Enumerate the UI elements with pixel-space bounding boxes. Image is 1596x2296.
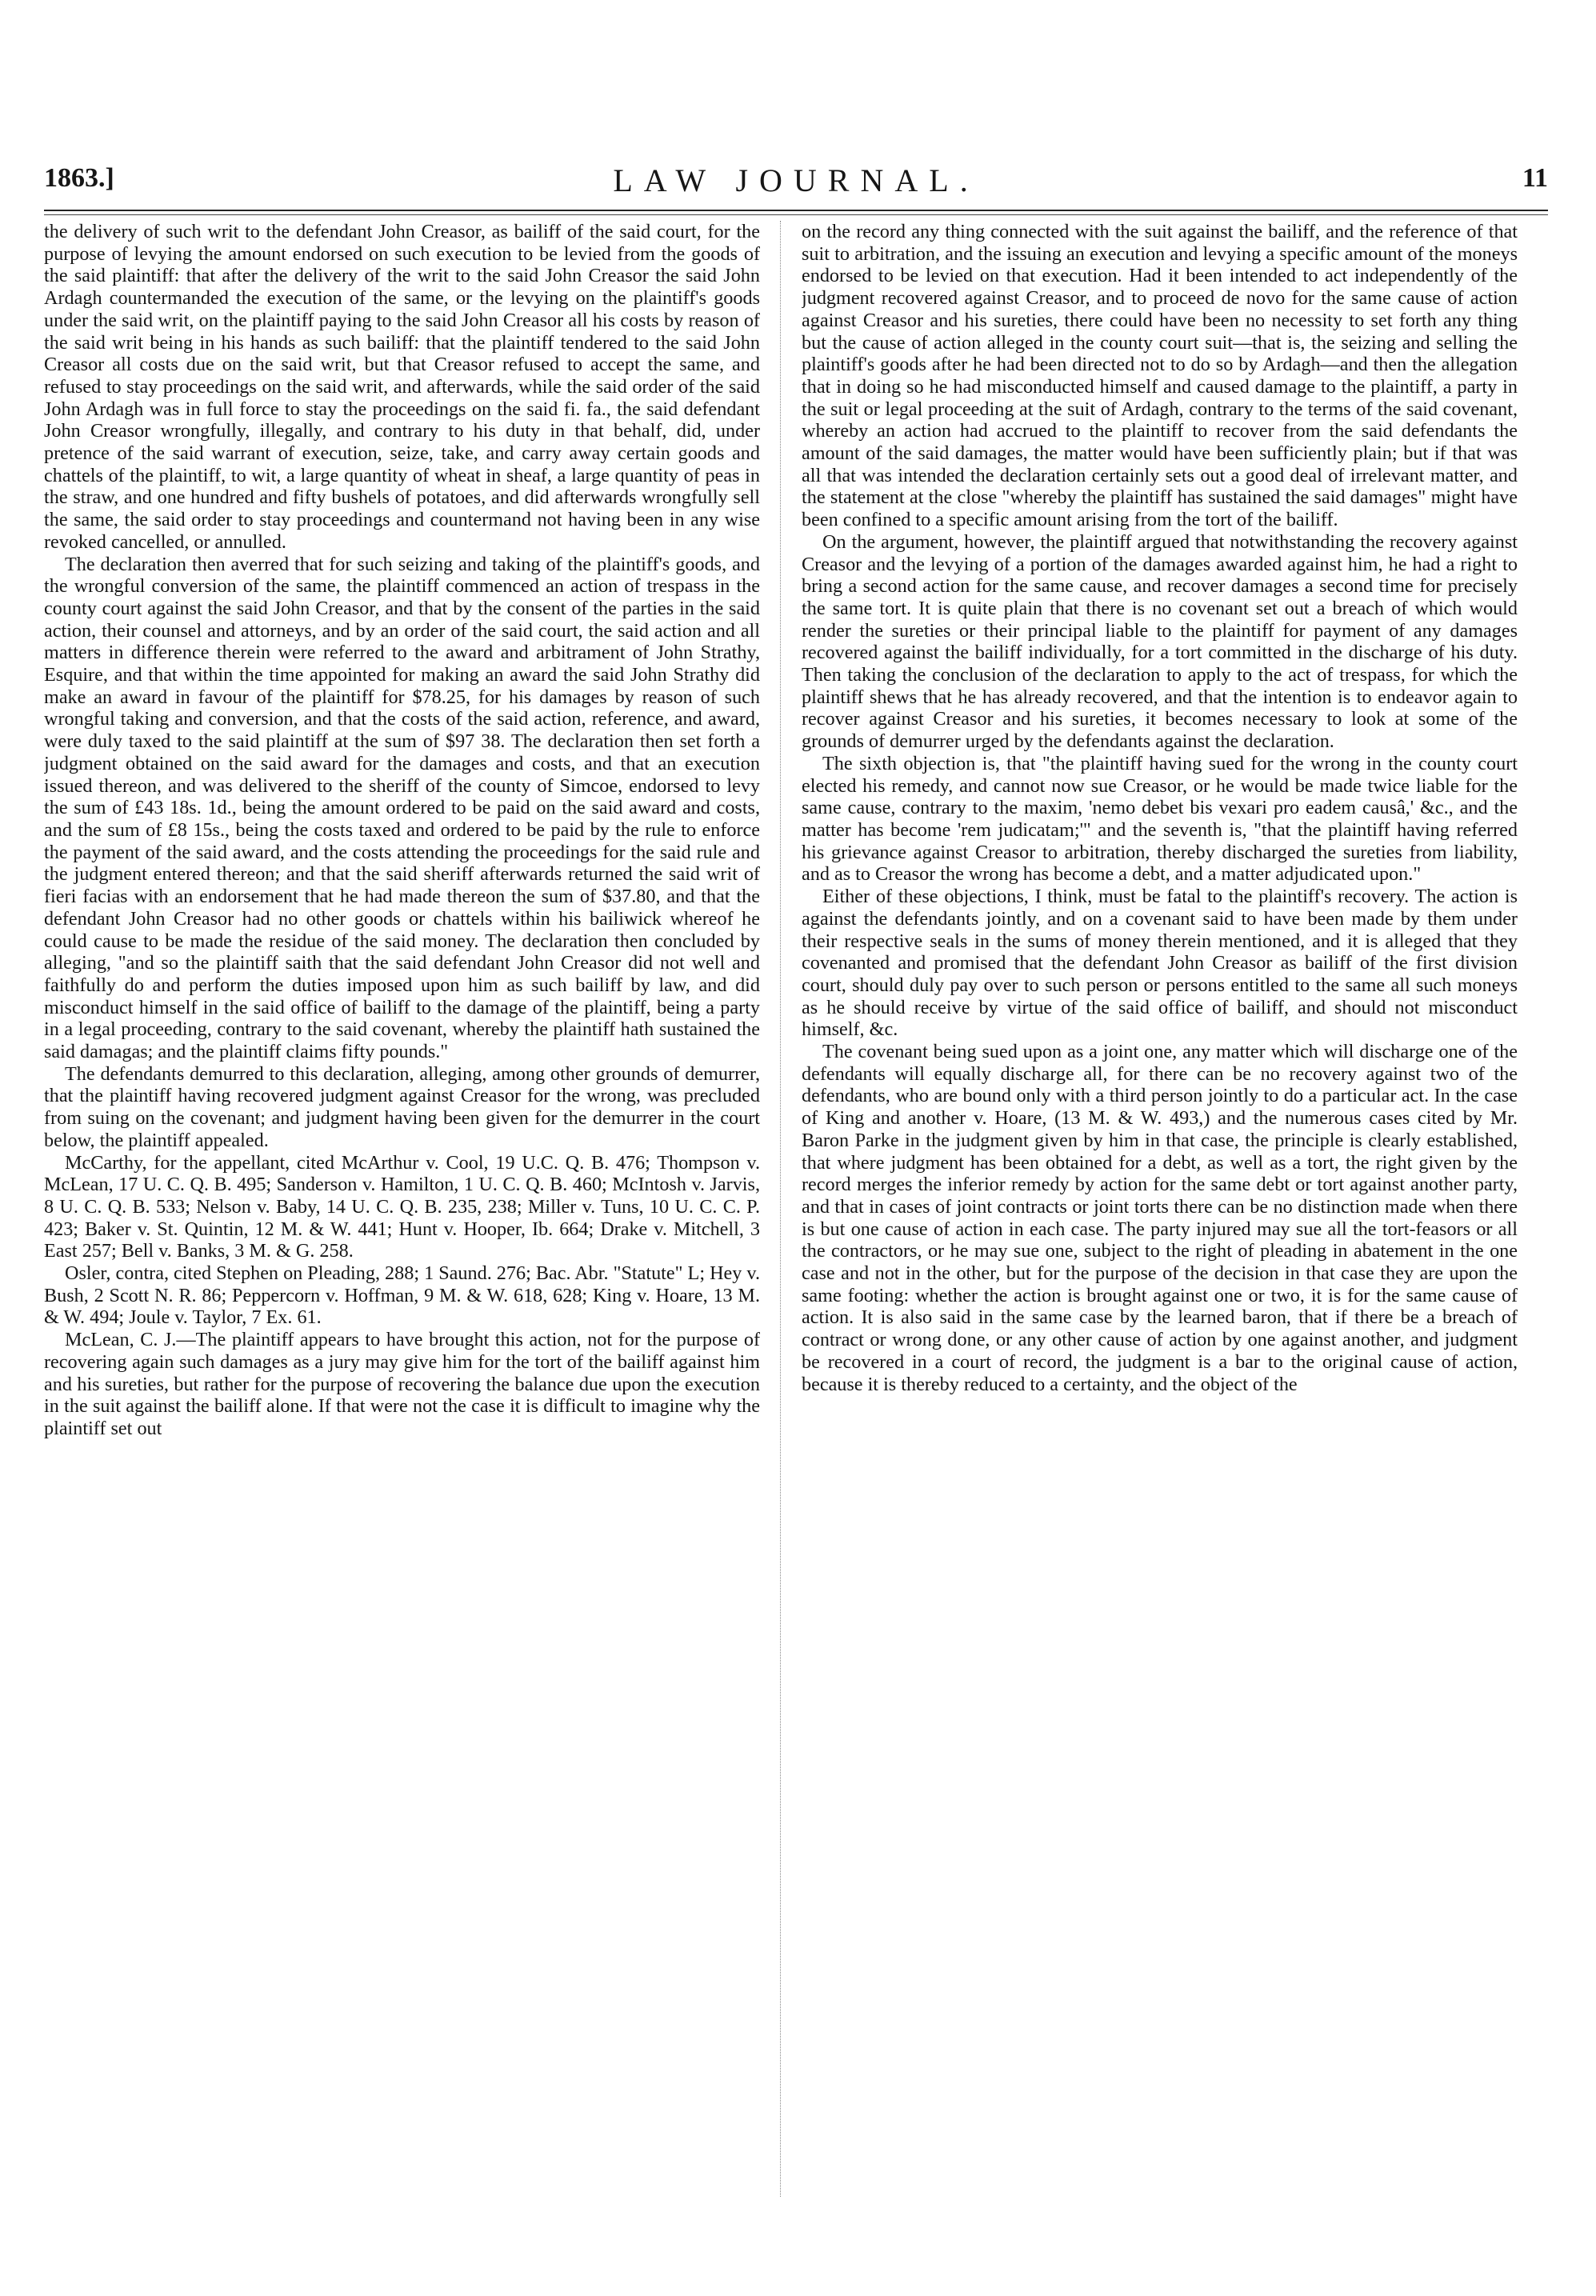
paragraph: The sixth objection is, that "the plaintiff having sued for the wrong in the county court elected his remedy, and cannot now sue Creasor, or he would be made twice liable for the same cause, contrary to the maxim, 'nemo debet bis vexari pro eadem causâ,' &c., and the matter has become 'rem judicatam;'" and the seventh is, "that the plaintiff having referred his grievance against Creasor to arbitration, thereby discharged the sureties from liability, and as to Creasor the wrong has become a debt, and a matter adjudicated upon." [802, 752, 1518, 886]
paragraph: The covenant being sued upon as a joint one, any matter which will discharge one of the defendants will equally discharge all, for there can be no recovery against two of the defendants, who are bound only with a third person jointly to do a particular act. In the case of King and another v. Hoare, (13 M. & W. 493,) and the numerous cases cited by Mr. Baron Parke in the judgment given by him in that case, the principle is clearly established, that where judgment has been obtained for a debt, as well as a tort, the right given by the record merges the inferior remedy by action for the same debt or tort against another party, and that in cases of joint contracts or joint torts there can be no distinction made when there is but one cause of action in each case. The party injured may sue all the tort-feasors or all the contractors, or he may sue one, subject to the right of pleading in abatement in the one case and not in the other, but for the purpose of the decision in that case they are upon the same footing: whether the action is brought against one or two, it is for the same cause of action. It is also said in the same case by the learned baron, that if there be a breach of contract or wrong done, or any other cause of action by one against another, and judgment be recovered in a court of record, the judgment is a bar to the original cause of action, because it is thereby reduced to a certainty, and the object of the [802, 1041, 1518, 1395]
citation-paragraph: McCarthy, for the appellant, cited McArthur v. Cool, 19 U.C. Q. B. 476; Thompson v. McLean, 17 U. C. Q. B. 495; Sanderson v. Hamilton, 1 U. C. Q. B. 460; McIntosh v. Jarvis, 8 U. C. Q. B. 533; Nelson v. Baby, 14 U. C. Q. B. 235, 238; Miller v. Tuns, 10 U. C. C. P. 423; Baker v. St. Quintin, 12 M. & W. 441; Hunt v. Hooper, Ib. 664; Drake v. Mitchell, 3 East 257; Bell v. Banks, 3 M. & G. 258. [44, 1151, 760, 1262]
paragraph: the delivery of such writ to the defendant John Creasor, as bailiff of the said court, for the purpose of levying the amount endorsed on such execution to be levied from the goods of the said plaintiff: that after the delivery of the writ to the said John Creasor the said John Ardagh countermanded the execution of the same, or the levying on the plaintiff's goods under the said writ, on the plaintiff paying to the said John Creasor all his costs by reason of the said writ being in his hands as such bailiff: that the plaintiff tendered to the said John Creasor all costs due on the said writ, but that Creasor refused to accept the same, and refused to stay proceedings on the said writ, and afterwards, while the said order of the said John Ardagh was in full force to stay the proceedings on the said fi. fa., the said defendant John Creasor wrongfully, illegally, and contrary to his duty in that behalf, did, under pretence of the said warrant of execution, seize, take, and carry away certain goods and chattels of the plaintiff, to wit, a large quantity of wheat in sheaf, a large quantity of peas in the straw, and one hundred and fifty bushels of potatoes, and did afterwards wrongfully sell the same, the said order to stay proceedings and countermand not having been in any wise revoked cancelled, or annulled. [44, 221, 760, 553]
judgment-paragraph: McLean, C. J.—The plaintiff appears to have brought this action, not for the purpose of recovering again such damages as a jury may give him for the tort of the bailiff against him and his sureties, but rather for the purpose of recovering the balance due upon the execution in the suit against the bailiff alone. If that were not the case it is difficult to imagine why the plaintiff set out [44, 1329, 760, 1439]
paragraph: Either of these objections, I think, must be fatal to the plaintiff's recovery. The action is against the defendants jointly, and on a covenant said to have been made by them under their respective seals in the sums of money therein mentioned, and it is alleged that they covenanted and promised that the defendant John Creasor as bailiff of the first division court, should duly pay over to such person or persons entitled to the same all such moneys as he should receive by virtue of the said office of bailiff, and should not misconduct himself, &c. [802, 886, 1518, 1041]
page-number: 11 [1522, 163, 1548, 193]
right-column [802, 221, 1518, 2205]
header-rule [44, 210, 1548, 211]
journal-title: LAW JOURNAL. [613, 162, 979, 198]
paragraph: on the record any thing connected with the suit against the bailiff, and the reference of that suit to arbitration, and the issuing an execution and levying a specific amount of the moneys endorsed to be levied on that execution. Had it been intended to act independently of the judgment recovered against Creasor, and to proceed de novo for the same cause of action against Creasor and his sureties, there could have been no necessity to set forth any thing but the cause of action alleged in the county court suit—that is, the seizing and selling the plaintiff's goods after he had been directed not to do so by Ardagh—and then the allegation that in doing so he had misconducted himself and caused damage to the plaintiff, a party in the suit or legal proceeding at the suit of Ardagh, contrary to the terms of the said covenant, whereby an action had accrued to the plaintiff to recover from the said defendants the amount of the said damages, the matter would have been sufficiently plain; but if that was all that was intended the declaration certainly sets out a good deal of irrelevant matter, and the statement at the close "whereby the plaintiff has sustained the said damages" might have been confined to a specific amount arising from the tort of the bailiff. [802, 221, 1518, 531]
header-year: 1863.] [44, 163, 114, 193]
paragraph: The defendants demurred to this declaration, alleging, among other grounds of demurrer, that the plaintiff having recovered judgment against Creasor for the wrong, was precluded from suing on the covenant; and judgment having been given for the demurrer in the court below, the plaintiff appealed. [44, 1062, 760, 1151]
paragraph: The declaration then averred that for such seizing and taking of the plaintiff's goods, and the wrongful conversion of the same, the plaintiff commenced an action of trespass in the county court against the said John Creasor, and that by the consent of the parties in the said action, their counsel and attorneys, and by an order of the said court, the said action and all matters in difference therein were referred to the award and arbitrament of John Strathy, Esquire, and that within the time appointed for making an award the said John Strathy did make an award in favour of the plaintiff for $78.25, for his damages by reason of such wrongful taking and conversion, and that the costs of the said action, reference, and award, were duly taxed to the said plaintiff at the sum of $97 38. The declaration then set forth a judgment obtained on the said award for the damages and costs, and that an execution issued thereon, and was delivered to the sheriff of the county of Simcoe, endorsed to levy the sum of £43 18s. 1d., being the amount ordered to be paid on the said award and costs, and the sum of £8 15s., being the costs taxed and ordered to be paid by the rule to enforce the payment of the said award, and the costs attending the proceedings for the said rule and the judgment entered thereon; and that the said sheriff afterwards returned the said writ of fieri facias with an endorsement that he had made thereon the sum of $37.80, and that the defendant John Creasor had no other goods or chattels within his bailiwick whereof he could cause to be made the residue of the said money. The declaration then concluded by alleging, "and so the plaintiff saith that the said defendant John Creasor did not well and faithfully do and perform the duties imposed upon him as such bailiff by law, and did misconduct himself in the said office of bailiff to the damage of the plaintiff, being a party in a legal proceeding, contrary to the said covenant, whereby the plaintiff hath sustained the said damagas; and the plaintiff claims fifty pounds." [44, 553, 760, 1063]
citation-paragraph: Osler, contra, cited Stephen on Pleading, 288; 1 Saund. 276; Bac. Abr. "Statute" L; Hey v. Bush, 2 Scott N. R. 86; Peppercorn v. Hoffman, 9 M. & W. 618, 628; King v. Hoare, 13 M. & W. 494; Joule v. Taylor, 7 Ex. 61. [44, 1262, 760, 1329]
left-column [44, 221, 760, 2205]
column-divider [780, 221, 781, 2197]
paragraph: On the argument, however, the plaintiff argued that notwithstanding the recovery against Creasor and the levying of a portion of the damages awarded against him, he had a right to bring a second action for the same cause, and recover damages a second time for precisely the same tort. It is quite plain that there is no covenant set out a breach of which would render the sureties or their principal liable to the plaintiff for payment of any damages recovered against the bailiff individually, for a tort committed in the discharge of his duty. Then taking the conclusion of the declaration to apply to the act of trespass, for which the plaintiff shews that he has already recovered, and that the intention is to endeavor again to recover against Creasor and his sureties, it becomes necessary to look at some of the grounds of demurrer urged by the defendants against the declaration. [802, 530, 1518, 753]
page-header [44, 158, 1548, 203]
header-rule-thin [44, 214, 1548, 215]
